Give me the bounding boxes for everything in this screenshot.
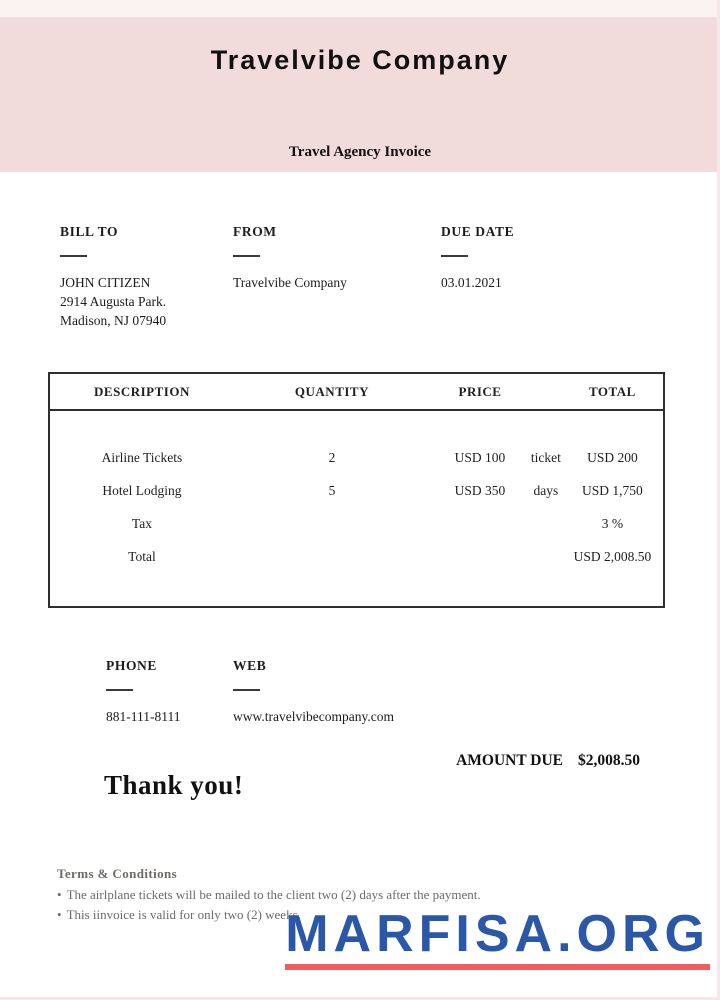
amount-due: [456, 752, 640, 770]
terms-heading: Terms & Conditions: [57, 866, 178, 881]
from-value: Travelvibe Company: [233, 275, 347, 290]
from-label: FROM: [233, 224, 277, 239]
table-header-row: [50, 374, 663, 411]
amount-due-value: $2,008.50: [578, 752, 640, 769]
company-name: Travelvibe Company: [210, 45, 510, 75]
web-label: WEB: [233, 658, 267, 673]
bill-to-address: [60, 273, 166, 330]
bill-to-name: JOHN CITIZEN: [60, 275, 151, 290]
phone-underline: [106, 689, 133, 691]
from-section: [233, 224, 347, 292]
col-header-total: TOTAL: [588, 383, 636, 399]
bullet-icon: •: [57, 887, 62, 902]
bill-to-label: BILL TO: [60, 224, 119, 239]
item-description: Airline Tickets: [101, 449, 183, 465]
item-unit: days: [533, 482, 559, 498]
marfisa-watermark-text: MARFISA.ORG: [285, 905, 710, 963]
terms-item: [57, 887, 597, 902]
due-date-value: 03.01.2021: [441, 275, 502, 290]
line-items-table: [48, 372, 665, 608]
phone-label: PHONE: [106, 658, 158, 673]
marfisa-watermark: [285, 906, 710, 970]
bill-to-street: 2914 Augusta Park.: [60, 294, 167, 309]
amount-due-label: AMOUNT DUE: [456, 752, 563, 769]
item-total: USD 200: [587, 449, 638, 465]
invoice-header: [0, 17, 720, 172]
tax-value: 3 %: [601, 515, 624, 531]
thank-you-message: Thank you!: [104, 770, 244, 800]
item-quantity: 2: [328, 449, 336, 465]
tax-row: [50, 507, 663, 540]
bill-to-underline: [60, 255, 87, 257]
item-price: USD 350: [454, 482, 506, 498]
col-header-price: PRICE: [458, 383, 502, 399]
item-price: USD 100: [454, 449, 506, 465]
phone-value: 881-111-8111: [106, 709, 181, 724]
bill-to-city: Madison, NJ 07940: [60, 313, 167, 328]
marfisa-watermark-underline: [285, 964, 710, 970]
table-row: [50, 474, 663, 507]
item-unit: ticket: [530, 449, 561, 465]
phone-section: [106, 658, 181, 726]
table-row: [50, 441, 663, 474]
page-top-strip: [0, 0, 720, 17]
total-label: Total: [128, 548, 156, 564]
total-value: USD 2,008.50: [573, 548, 652, 564]
web-value: www.travelvibecompany.com: [233, 709, 394, 724]
item-quantity: 5: [328, 482, 336, 498]
bill-to-section: [60, 224, 166, 330]
terms-item-text: The airlplane tickets will be mailed to the client two (2) days after the payment.: [66, 887, 481, 902]
total-row: [50, 540, 663, 573]
tax-label: Tax: [131, 515, 152, 531]
terms-item-text: This iinvoice is valid for only two (2) weeks.: [66, 907, 301, 922]
web-underline: [233, 689, 260, 691]
due-date-label: DUE DATE: [441, 224, 515, 239]
bullet-icon: •: [57, 907, 62, 922]
from-underline: [233, 255, 260, 257]
due-date-underline: [441, 255, 468, 257]
document-title: Travel Agency Invoice: [288, 144, 432, 160]
col-header-quantity: QUANTITY: [294, 383, 369, 399]
web-section: [233, 658, 394, 726]
item-description: Hotel Lodging: [102, 482, 182, 498]
due-date-section: [441, 224, 514, 292]
item-total: USD 1,750: [582, 482, 643, 498]
col-header-description: DESCRIPTION: [94, 383, 190, 399]
